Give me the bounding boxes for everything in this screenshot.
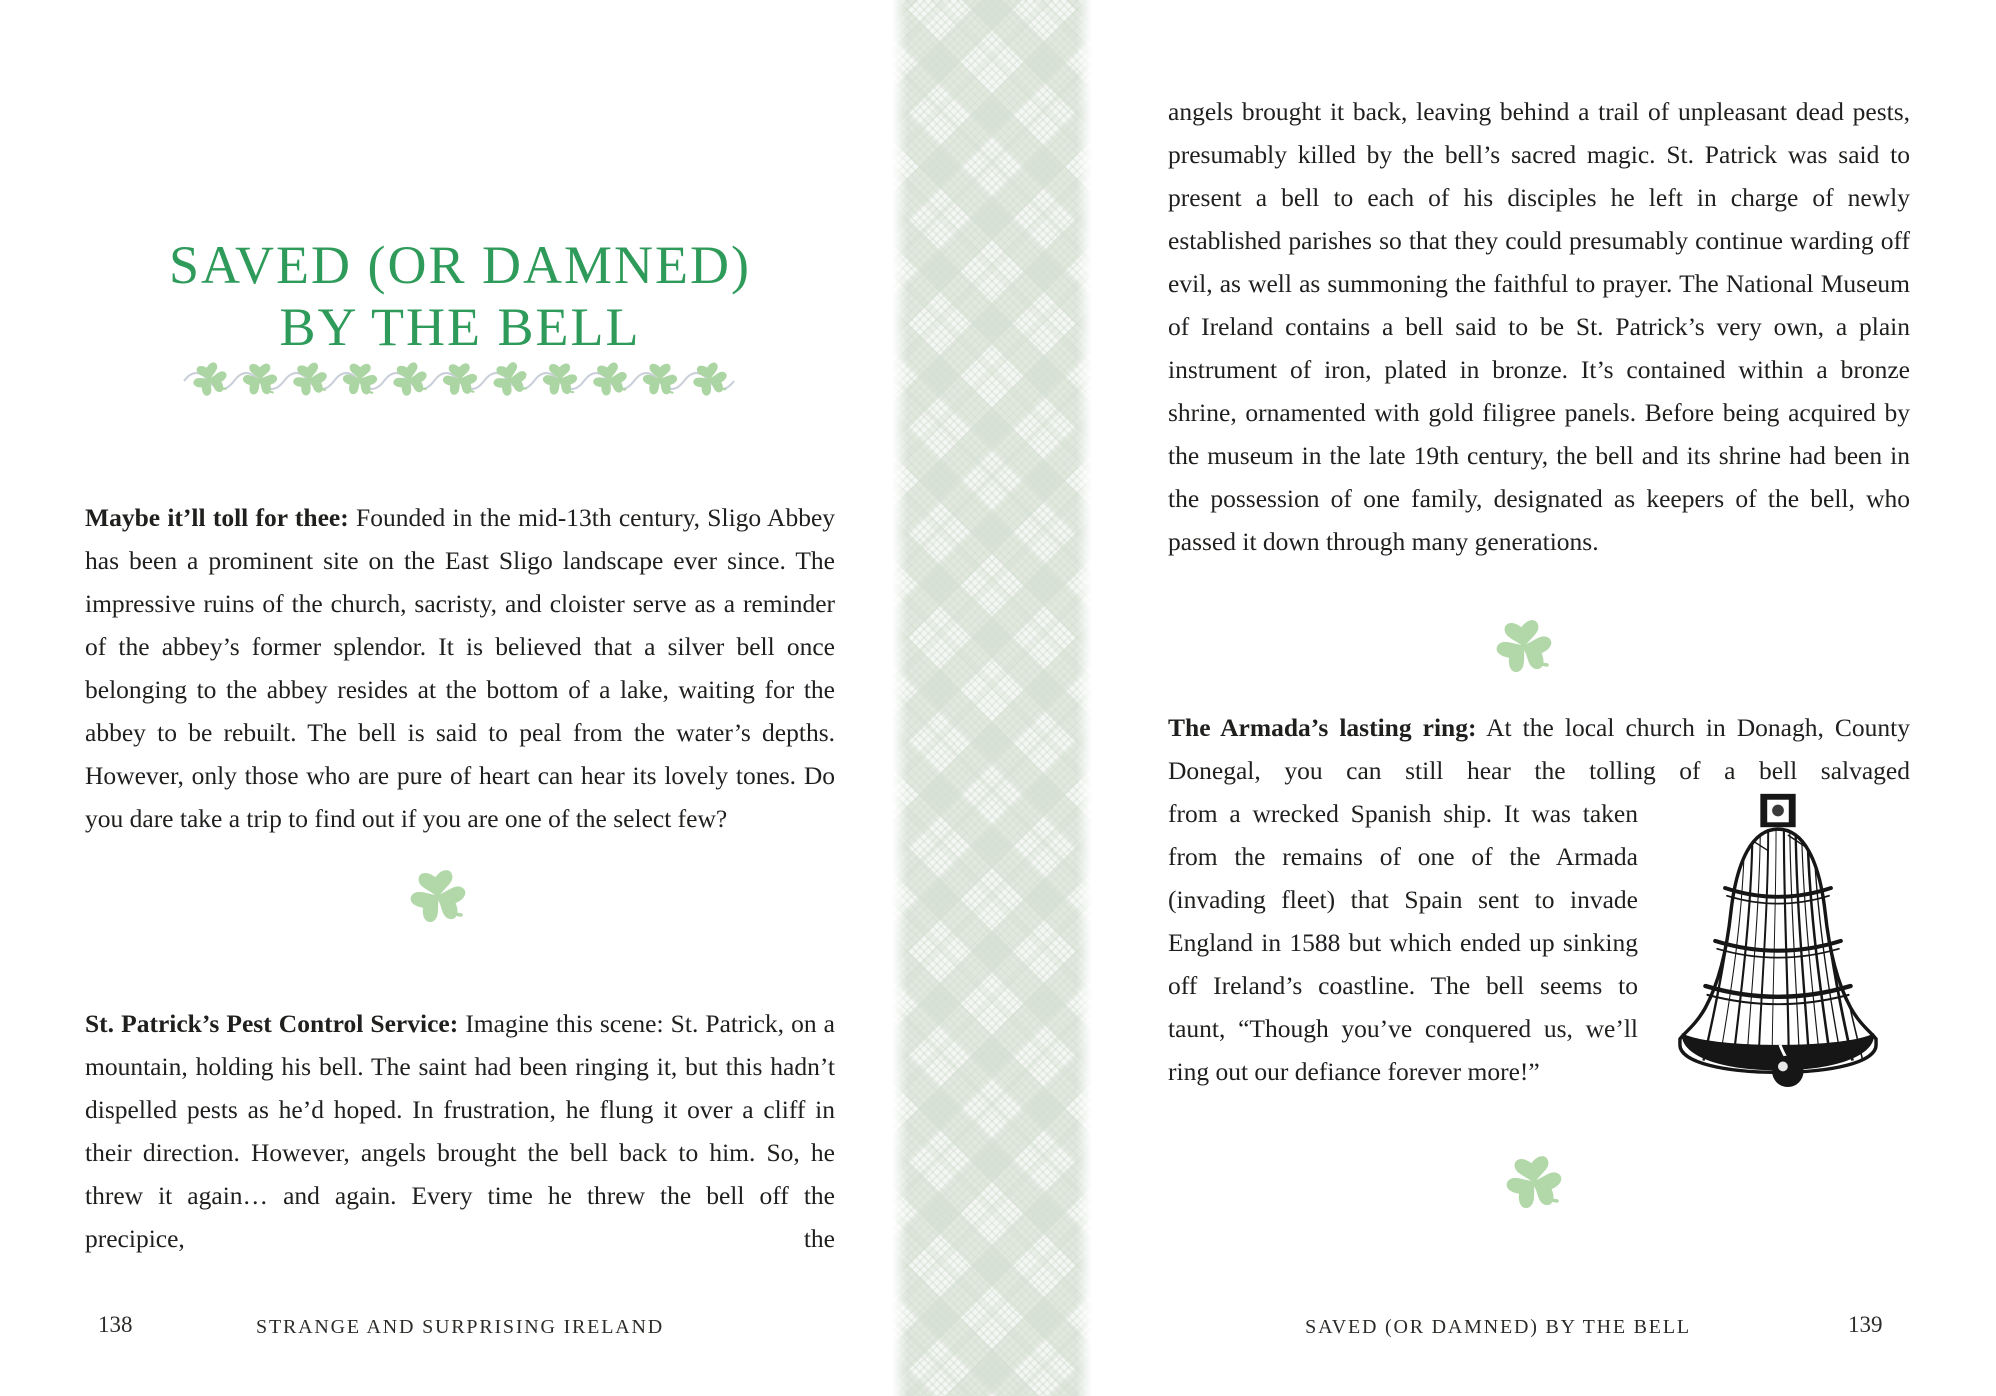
paragraph-continuation <box>1168 90 1910 563</box>
bell-engraving-icon <box>1650 786 1906 1090</box>
shamrock-icon <box>408 866 470 922</box>
shamrock-icon <box>1504 1152 1566 1208</box>
paragraph-toll-lead: Maybe it’ll toll for thee: <box>85 503 349 532</box>
chapter-title <box>85 234 835 358</box>
running-footer-left: STRANGE AND SURPRISING IRELAND <box>256 1316 664 1338</box>
running-footer-right: SAVED (OR DAMNED) BY THE BELL <box>1305 1316 1691 1338</box>
page-number-left: 138 <box>98 1312 133 1337</box>
gutter-tartan-strip <box>892 0 1092 1396</box>
chapter-title-line1: SAVED (OR DAMNED) <box>168 235 751 296</box>
paragraph-armada-lead: The Armada’s lasting ring: <box>1168 713 1477 742</box>
shamrock-garland-icon <box>145 352 775 408</box>
page-number-right: 139 <box>1848 1312 1883 1337</box>
paragraph-pest-lead: St. Patrick’s Pest Control Service: <box>85 1009 459 1038</box>
shamrock-icon <box>1494 616 1556 672</box>
paragraph-pest-body: Imagine this scene: St. Patrick, on a mountain, holding his bell. The saint had been ringing it, but this hadn’t dispelled pests as he’d hoped. In frustration, he flung it over a cliff in their direction. However, angels brought the bell back to him. So, he threw it again… and again. Every time he threw the bell off the precipice, the <box>85 1009 835 1253</box>
paragraph-armada-intro: At the local church in Donagh, County Donegal, you can still hear the tolling of a bell salvaged <box>1168 713 1911 785</box>
paragraph-armada-wrapped: from a wrecked Spanish ship. It was taken from the remains of one of the Armada (invading fleet) that Spain sent to invade England in 1588 but which ended up sinking off Ireland’s coastline. The bell seems to taunt, “Though you’ve conquered us, we’ll ring out our defiance forever more!” <box>1168 799 1638 1086</box>
paragraph-continuation-body: angels brought it back, leaving behind a trail of unpleasant dead pests, presumably killed by the bell’s sacred magic. St. Patrick was said to present a bell to each of his disciples he left in charge of newly established parishes so that they could presumably continue warding off evil, as well as summoning the faithful to prayer. The National Museum of Ireland contains a bell said to be St. Patrick’s very own, a plain instrument of iron, plated in bronze. It’s contained within a bronze shrine, ornamented with gold filigree panels. Before being acquired by the museum in the late 19th century, the bell and its shrine had been in the possession of one family, designated as keepers of the bell, who passed it down through many generations. <box>1168 97 1910 556</box>
paragraph-toll-body: Founded in the mid-13th century, Sligo Abbey has been a prominent site on the East Sligo landscape ever since. The impressive ruins of the church, sacristy, and cloister serve as a reminder of the abbey’s former splendor. It is believed that a silver bell once belonging to the abbey resides at the bottom of a lake, waiting for the abbey to be rebuilt. The bell is said to peal from the water’s depths. However, only those who are pure of heart can hear its lovely tones. Do you dare take a trip to find out if you are one of the select few? <box>85 503 836 833</box>
chapter-title-line2: BY THE BELL <box>279 297 641 358</box>
paragraph-pest <box>85 1002 835 1260</box>
paragraph-toll <box>85 496 835 840</box>
